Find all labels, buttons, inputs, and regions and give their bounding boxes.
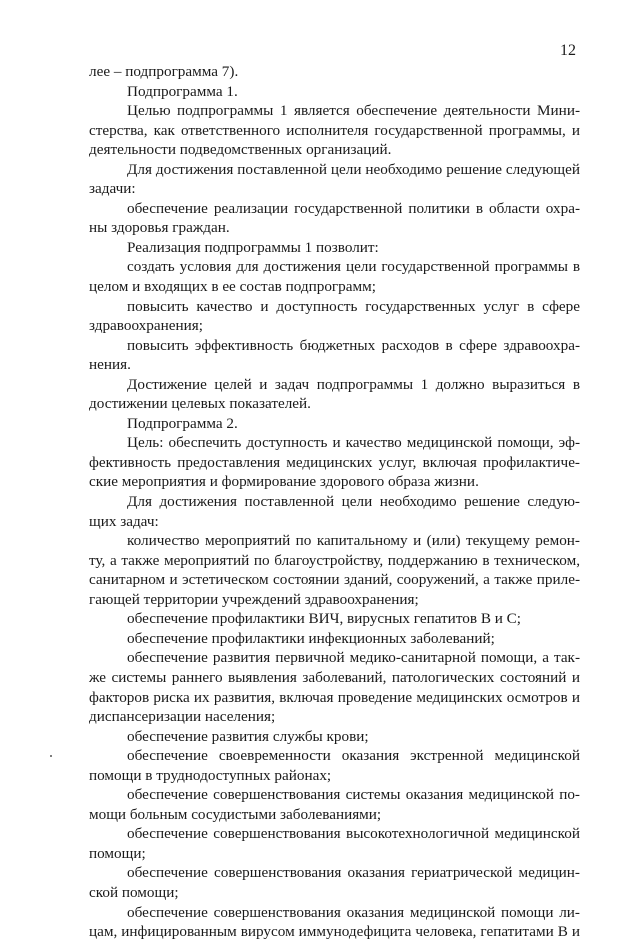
paragraph [89, 414, 580, 434]
text-line: Реализация подпрограммы 1 позволит: [127, 238, 379, 256]
text-line: помощи; [89, 844, 146, 862]
text-line: задачи: [89, 180, 136, 198]
text-line: щих задач: [89, 512, 159, 530]
text-line: лее – подпрограмма 7). [89, 63, 239, 80]
text-line: Достижение целей и задач подпрограммы 1 должно выразиться в [127, 375, 580, 393]
paragraph [89, 62, 580, 82]
paragraph [89, 824, 580, 863]
document-body [89, 62, 580, 942]
text-line: гающей территории учреждений здравоохранения; [89, 590, 419, 608]
text-line: ту, а также мероприятий по благоустройству, поддержанию в техническом, [89, 551, 580, 569]
paragraph [89, 863, 580, 902]
text-line: обеспечение совершенствования оказания гериатрической медицин- [127, 864, 580, 882]
paragraph [89, 629, 580, 649]
paragraph [89, 609, 580, 629]
text-line: здравоохранения; [89, 317, 203, 335]
text-line: обеспечение совершенствования оказания медицинской помощи ли- [127, 903, 580, 921]
text-line: обеспечение профилактики ВИЧ, вирусных гепатитов В и С; [127, 610, 522, 628]
text-line: санитарном и эстетическом состоянии зданий, сооружений, а также приле- [89, 571, 580, 589]
text-line: ны здоровья граждан. [89, 219, 230, 237]
text-line: цам, инфицированным вирусом иммунодефицита человека, гепатитами В и [89, 923, 580, 941]
text-line: Подпрограмма 1. [127, 82, 238, 100]
text-line: обеспечение профилактики инфекционных заболеваний; [127, 629, 495, 647]
text-line: стерства, как ответственного исполнителя государственной программы, и [89, 121, 580, 139]
paragraph [89, 903, 580, 942]
text-line: Для достижения поставленной цели необходимо решение следующей [127, 160, 580, 178]
paragraph [89, 746, 580, 785]
text-line: повысить качество и доступность государственных услуг в сфере [127, 297, 580, 315]
text-line: фективность предоставления медицинских услуг, включая профилактиче- [89, 453, 580, 471]
paragraph [89, 82, 580, 102]
text-line: Целью подпрограммы 1 является обеспечение деятельности Мини- [127, 102, 580, 120]
paragraph [89, 160, 580, 199]
text-line: нения. [89, 356, 131, 374]
text-line: Для достижения поставленной цели необходимо решение следую- [127, 493, 580, 511]
paragraph [89, 101, 580, 160]
text-line: мощи больным сосудистыми заболеваниями; [89, 805, 382, 823]
text-line: Подпрограмма 2. [127, 414, 238, 432]
paragraph [89, 336, 580, 375]
text-line: обеспечение развития первичной медико-санитарной помощи, а так- [127, 649, 580, 667]
paragraph [89, 375, 580, 414]
paragraph [89, 199, 580, 238]
paragraph [89, 531, 580, 609]
text-line: создать условия для достижения цели государственной программы в [127, 258, 580, 276]
text-line: же системы раннего выявления заболеваний, патологических состояний и [89, 668, 580, 686]
paragraph [89, 727, 580, 747]
text-line: ской помощи; [89, 883, 179, 901]
paragraph [89, 433, 580, 492]
paragraph [89, 257, 580, 296]
text-line: обеспечение своевременности оказания экстренной медицинской [127, 747, 580, 765]
text-line: повысить эффективность бюджетных расходов в сфере здравоохра- [127, 336, 580, 354]
text-line: обеспечение развития службы крови; [127, 727, 369, 745]
text-line: обеспечение совершенствования системы оказания медицинской по- [127, 786, 580, 804]
paragraph [89, 648, 580, 726]
text-line: деятельности подведомственных организаций. [89, 141, 392, 159]
text-line: ские мероприятия и формирование здорового образа жизни. [89, 473, 479, 491]
text-line: обеспечение реализации государственной политики в области охра- [127, 199, 580, 217]
paragraph [89, 785, 580, 824]
paragraph [89, 297, 580, 336]
text-line: целом и входящих в ее состав подпрограмм; [89, 278, 376, 296]
text-line: количество мероприятий по капитальному и (или) текущему ремон- [127, 532, 580, 550]
page-number: 12 [560, 42, 576, 59]
text-line: помощи в труднодоступных районах; [89, 766, 332, 784]
paragraph [89, 492, 580, 531]
text-line: достижении целевых показателей. [89, 395, 311, 413]
text-line: обеспечение совершенствования высокотехнологичной медицинской [127, 825, 580, 843]
paragraph [89, 238, 580, 258]
text-line: факторов риска их развития, включая проведение медицинских осмотров и [89, 688, 580, 706]
scan-artifact [50, 755, 52, 757]
text-line: диспансеризации населения; [89, 708, 276, 726]
text-line: Цель: обеспечить доступность и качество медицинской помощи, эф- [127, 434, 580, 452]
